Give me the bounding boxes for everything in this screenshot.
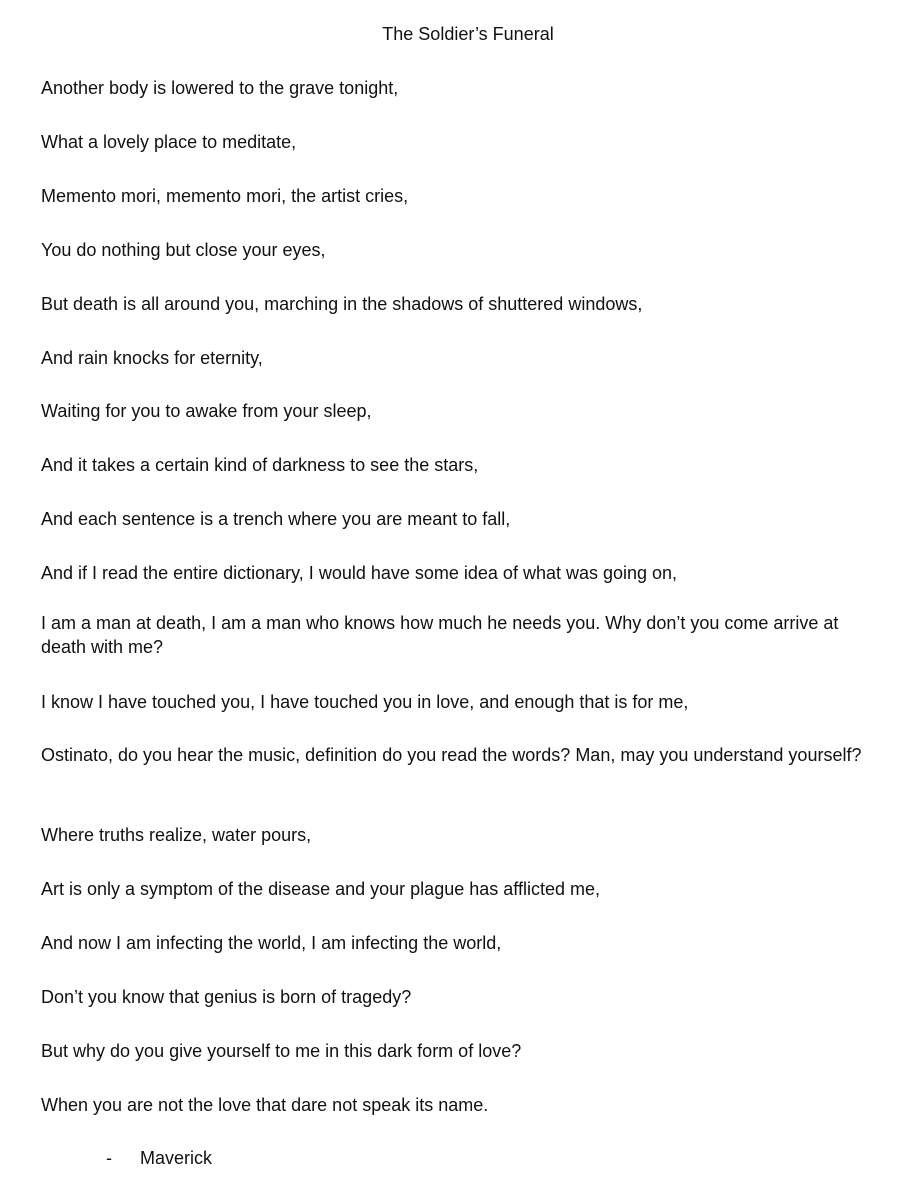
poem-line-11: I am a man at death, I am a man who knows how much he needs you. Why don’t you come arrive at death with me? xyxy=(41,613,839,657)
poem-line-16: And now I am infecting the world, I am infecting the world, xyxy=(41,933,502,953)
poem-line-4: You do nothing but close your eyes, xyxy=(41,240,326,260)
poem-line-17: Don’t you know that genius is born of tragedy? xyxy=(41,987,412,1007)
signature-name: Maverick xyxy=(140,1148,213,1168)
poem-line-2: What a lovely place to meditate, xyxy=(41,132,297,152)
signature xyxy=(106,1146,212,1170)
poem-line-5: But death is all around you, marching in the shadows of shuttered windows, xyxy=(41,294,643,314)
poem-line-14: Where truths realize, water pours, xyxy=(41,825,312,845)
poem-line-13: Ostinato, do you hear the music, definition do you read the words? Man, may you understand yourself? xyxy=(41,745,862,765)
poem-line-12: I know I have touched you, I have touched you in love, and enough that is for me, xyxy=(41,692,689,712)
signature-dash: - xyxy=(106,1148,112,1168)
poem-line-9: And each sentence is a trench where you are meant to fall, xyxy=(41,509,511,529)
poem-line-8: And it takes a certain kind of darkness to see the stars, xyxy=(41,455,479,475)
poem-line-1: Another body is lowered to the grave tonight, xyxy=(41,78,399,98)
poem-line-6: And rain knocks for eternity, xyxy=(41,348,263,368)
poem-line-7: Waiting for you to awake from your sleep, xyxy=(41,401,372,421)
poem-line-10: And if I read the entire dictionary, I would have some idea of what was going on, xyxy=(41,563,678,583)
poem-line-15: Art is only a symptom of the disease and your plague has afflicted me, xyxy=(41,879,600,899)
poem-line-18: But why do you give yourself to me in this dark form of love? xyxy=(41,1041,522,1061)
poem-title: The Soldier’s Funeral xyxy=(382,24,554,44)
poem-line-19: When you are not the love that dare not speak its name. xyxy=(41,1095,489,1115)
poem-line-3: Memento mori, memento mori, the artist cries, xyxy=(41,186,409,206)
